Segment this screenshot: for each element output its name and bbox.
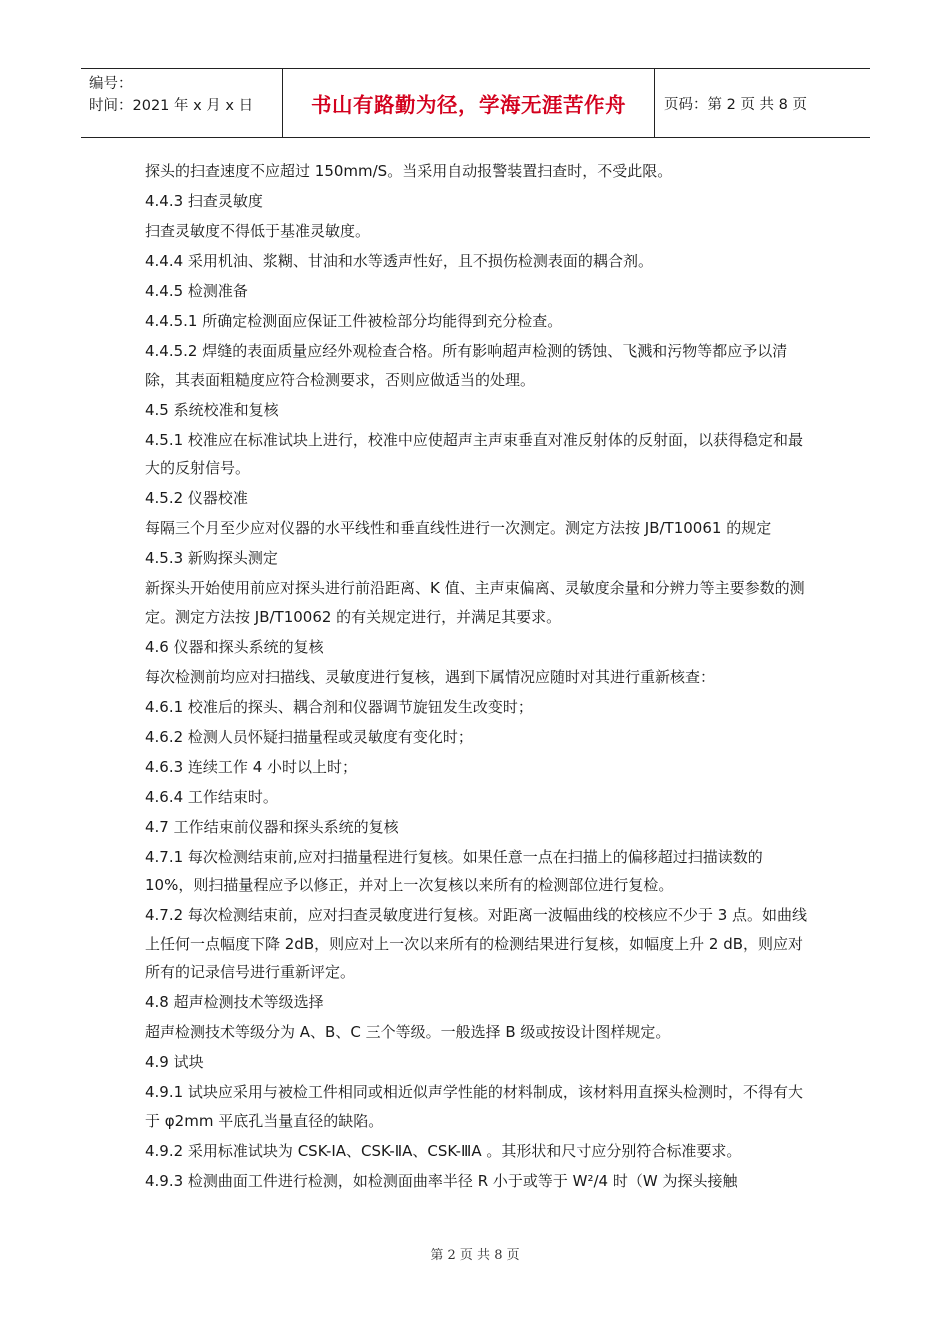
header-page-code: 页码：第 2 页 共 8 页 [664, 96, 807, 113]
section-heading: 4.6 仪器和探头系统的复核 [145, 637, 324, 656]
paragraph: 扫查灵敏度不得低于基准灵敏度。 [145, 222, 371, 240]
header-slogan: 书山有路勤为径，学海无涯苦作舟 [311, 93, 626, 117]
header-meta-cell [81, 69, 283, 137]
page-footer: 第 2 页 共 8 页 [430, 1248, 520, 1263]
section-heading: 4.5.2 仪器校准 [145, 489, 248, 507]
paragraph: 4.9.2 采用标准试块为 CSK-ⅠA、CSK-ⅡA、CSK-ⅢA 。其形状和尺寸应分别符合标准要求。 [145, 1141, 742, 1160]
paragraph: 4.7.2 每次检测结束前，应对扫查灵敏度进行复核。对距离一波幅曲线的校核应不少于 3 点。如曲线上任何一点幅度下降 2dB，则应对上一次以来所有的检测结果进行复核，如幅度上升 2 dB，则应对所有的记录信号进行重新评定。 [145, 906, 808, 981]
page-header [81, 68, 870, 138]
paragraph: 4.4.5.1 所确定检测面应保证工件被检部分均能得到充分检查。 [145, 312, 563, 330]
section-heading: 4.5.3 新购探头测定 [145, 549, 278, 567]
header-slogan-cell [283, 69, 655, 137]
list-item: 4.6.1 校准后的探头、耦合剂和仪器调节旋钮发生改变时； [145, 697, 533, 716]
paragraph: 4.7.1 每次检测结束前,应对扫描量程进行复核。如果任意一点在扫描上的偏移超过扫描读数的 10%，则扫描量程应予以修正，并对上一次复核以来所有的检测部位进行复检。 [145, 847, 768, 894]
list-item: 4.6.2 检测人员怀疑扫描量程或灵敏度有变化时； [145, 727, 473, 746]
list-item: 4.6.3 连续工作 4 小时以上时； [145, 757, 358, 776]
header-page-cell [655, 69, 870, 137]
list-item: 4.6.4 工作结束时。 [145, 787, 278, 806]
section-heading: 4.9 试块 [145, 1053, 204, 1071]
paragraph: 4.9.1 试块应采用与被检工件相同或相近似声学性能的材料制成，该材料用直探头检测时，不得有大于 φ2mm 平底孔当量直径的缺陷。 [145, 1083, 803, 1130]
paragraph: 新探头开始使用前应对探头进行前沿距离、K 值、主声束偏离、灵敏度余量和分辨力等主要参数的测定。测定方法按 JB/T10062 的有关规定进行，并满足其要求。 [145, 579, 805, 626]
paragraph: 4.5.1 校准应在标准试块上进行，校准中应使超声主声束垂直对准反射体的反射面，以获得稳定和最大的反射信号。 [145, 430, 803, 477]
section-heading: 4.4.5 检测准备 [145, 282, 248, 300]
paragraph: 4.4.4 采用机油、浆糊、甘油和水等透声性好，且不损伤检测表面的耦合剂。 [145, 252, 653, 270]
section-heading: 4.7 工作结束前仪器和探头系统的复核 [145, 817, 399, 836]
paragraph: 每隔三个月至少应对仪器的水平线性和垂直线性进行一次测定。测定方法按 JB/T10061 的规定 [145, 519, 772, 537]
paragraph: 超声检测技术等级分为 A、B、C 三个等级。一般选择 B 级或按设计图样规定。 [145, 1023, 671, 1041]
paragraph: 4.4.5.2 焊缝的表面质量应经外观检查合格。所有影响超声检测的锈蚀、飞溅和污物等都应予以清除，其表面粗糙度应符合检测要求，否则应做适当的处理。 [145, 342, 788, 389]
document-body [145, 157, 809, 1195]
document-time-label: 时间：2021 年 x 月 x 日 [89, 98, 254, 114]
section-heading: 4.5 系统校准和复核 [145, 400, 279, 419]
document-number-label: 编号： [89, 76, 133, 92]
paragraph: 探头的扫查速度不应超过 150mm/S。当采用自动报警装置扫查时，不受此限。 [145, 162, 673, 180]
paragraph: 每次检测前均应对扫描线、灵敏度进行复核，遇到下属情况应随时对其进行重新核查： [145, 667, 716, 686]
section-heading: 4.4.3 扫查灵敏度 [145, 192, 263, 210]
paragraph: 4.9.3 检测曲面工件进行检测，如检测面曲率半径 R 小于或等于 W²/4 时（W 为探头接触 [145, 1171, 738, 1190]
section-heading: 4.8 超声检测技术等级选择 [145, 993, 324, 1011]
